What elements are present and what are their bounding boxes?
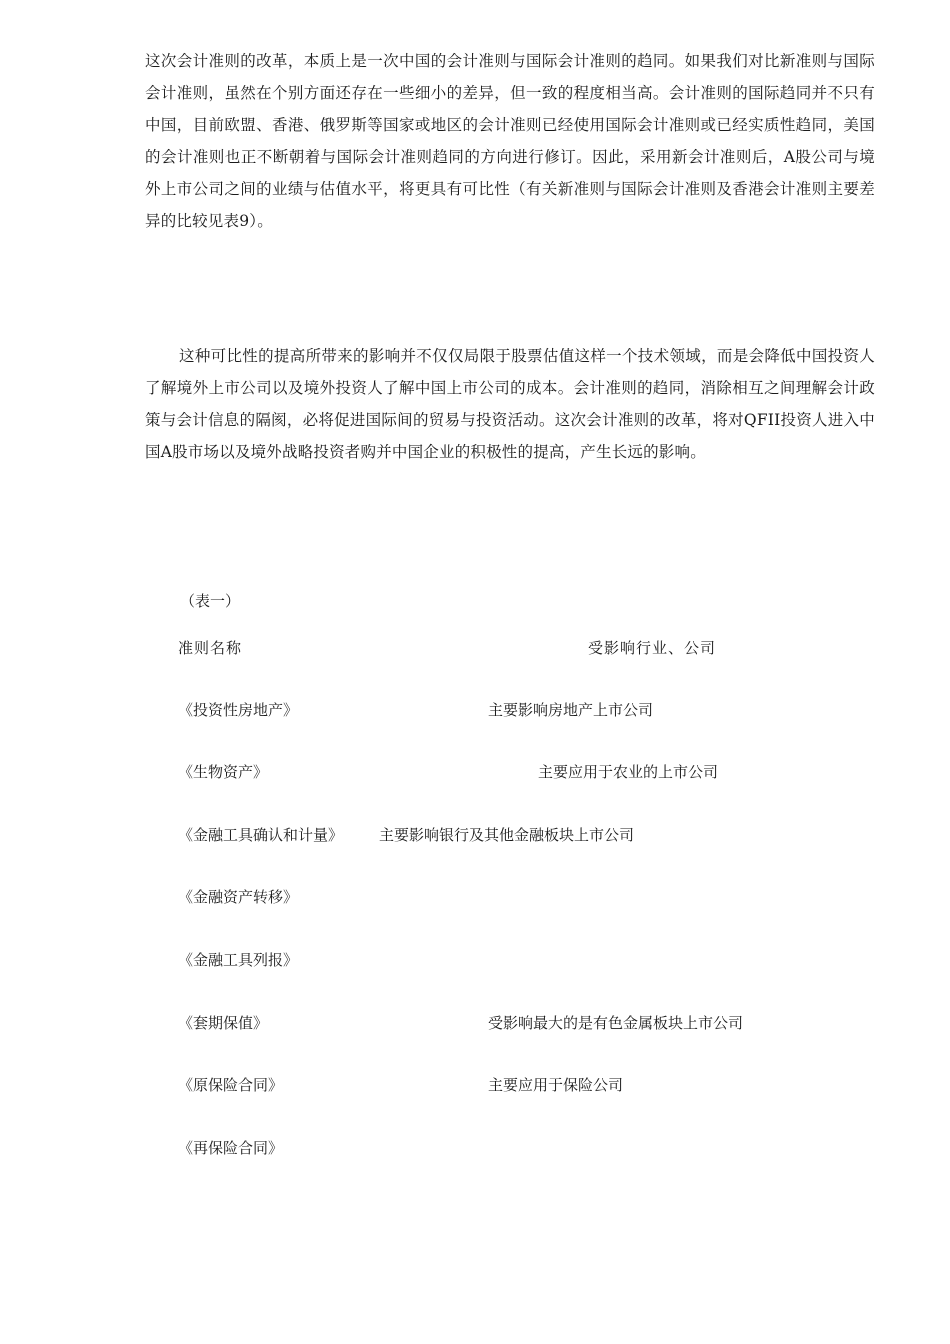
standard-name: 《原保险合同》	[178, 1076, 284, 1094]
standard-name: 《金融资产转移》	[178, 888, 299, 906]
table-header-row	[0, 636, 950, 660]
affected-industry: 主要应用于保险公司	[488, 1076, 624, 1094]
table-row	[0, 760, 950, 784]
affected-industry: 主要应用于农业的上市公司	[538, 763, 719, 781]
standard-name: 《再保险合同》	[178, 1139, 284, 1157]
standard-name: 《金融工具确认和计量》	[178, 826, 344, 844]
table-row	[0, 823, 950, 847]
table-row	[0, 1136, 950, 1160]
table-row	[0, 885, 950, 909]
paragraph-convergence: 这次会计准则的改革，本质上是一次中国的会计准则与国际会计准则的趋同。如果我们对比新准则与国际会计准则，虽然在个别方面还存在一些细小的差异，但一致的程度相当高。会计准则的国际趋同并不只有中国，目前欧盟、香港、俄罗斯等国家或地区的会计准则已经使用国际会计准则或已经实质性趋同，美国的会计准则也正不断朝着与国际会计准则趋同的方向进行修订。因此，采用新会计准则后，A股公司与境外上市公司之间的业绩与估值水平，将更具有可比性（有关新准则与国际会计准则及香港会计准则主要差异的比较见表9）。	[145, 52, 875, 230]
table-caption: （表一）	[180, 592, 241, 610]
standard-name: 《投资性房地产》	[178, 701, 299, 719]
paragraph-comparability: 这种可比性的提高所带来的影响并不仅仅局限于股票估值这样一个技术领域，而是会降低中国投资人了解境外上市公司以及境外投资人了解中国上市公司的成本。会计准则的趋同，消除相互之间理解会计政策与会计信息的隔阂，必将促进国际间的贸易与投资活动。这次会计准则的改革，将对QFII投资人进入中国A股市场以及境外战略投资者购并中国企业的积极性的提高，产生长远的影响。	[145, 347, 875, 461]
affected-industry: 主要影响银行及其他金融板块上市公司	[379, 826, 635, 844]
header-standard-name: 准则名称	[178, 639, 243, 657]
table-row	[0, 698, 950, 722]
table-row	[0, 1073, 950, 1097]
standard-name: 《金融工具列报》	[178, 951, 299, 969]
affected-industry: 主要影响房地产上市公司	[488, 701, 654, 719]
standard-name: 《套期保值》	[178, 1014, 269, 1032]
table-row	[0, 1011, 950, 1035]
header-affected-industry: 受影响行业、公司	[588, 639, 717, 657]
affected-industry: 受影响最大的是有色金属板块上市公司	[488, 1014, 744, 1032]
standard-name: 《生物资产》	[178, 763, 269, 781]
table-row	[0, 948, 950, 972]
